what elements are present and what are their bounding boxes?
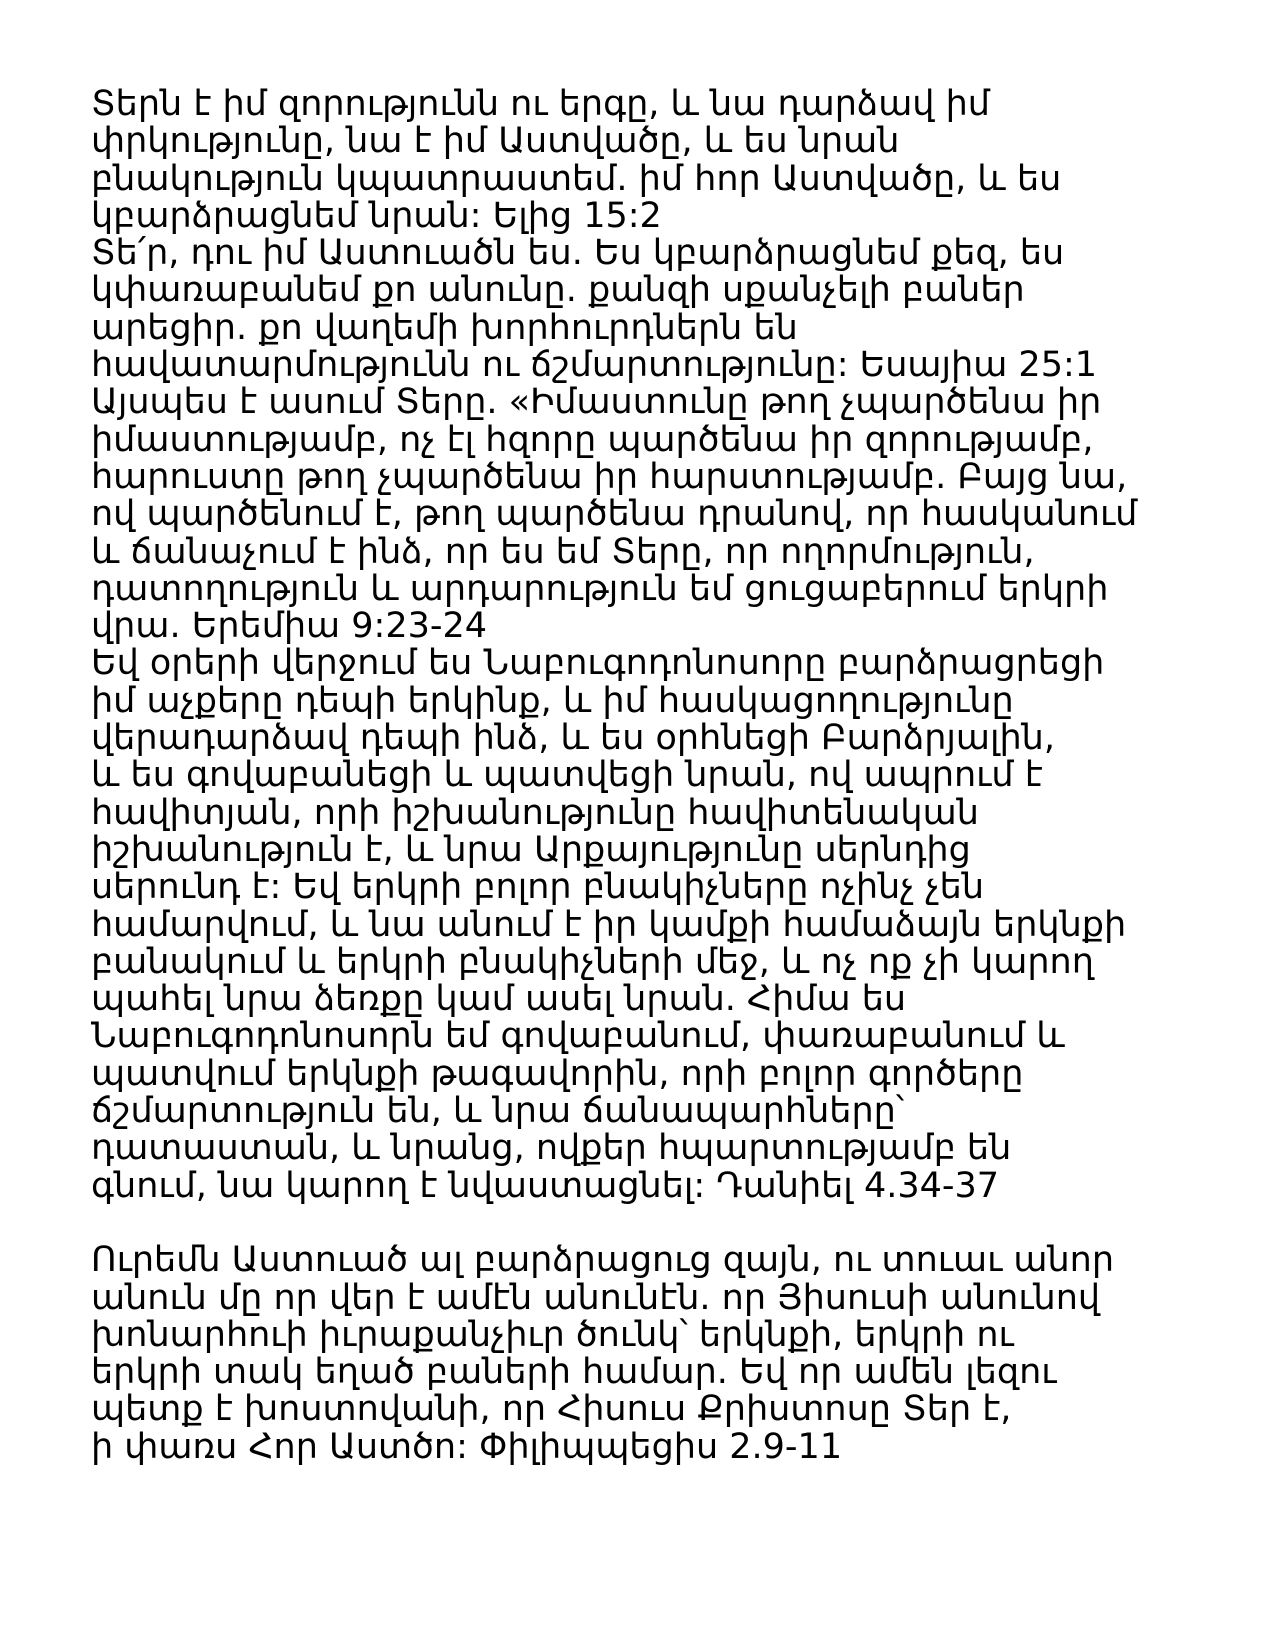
text-line: Տերն է իմ զորությունն ու երգը, և նա դարձավ իմ <box>91 84 990 124</box>
text-line: կփառաբանեմ քո անունը. քանզի սքանչելի բաներ <box>91 270 1025 311</box>
text-line: պետք է խոստովանի, որ Հիսուս Քրիստոսը Տեր է, <box>91 1389 1012 1430</box>
text-line: հավատարմությունն ու ճշմարտությունը: Եսայիա 25:1 <box>91 345 1098 386</box>
text-line: ճշմարտություն են, և նրա ճանապարհները՝ <box>91 1091 905 1132</box>
text-line: և ճանաչում է ինձ, որ ես եմ Տերը, որ ողորմություն, <box>91 531 1035 572</box>
text-line: հավիտյան, որի իշխանությունը հավիտենական <box>91 792 979 833</box>
text-line: արեցիր. քո վաղեմի խորհուրդներն են <box>91 307 798 348</box>
text-line: իմ աչքերը դեպի երկինք, և իմ հասկացողությունը <box>91 680 1014 721</box>
text-line: հարուստը թող չպարծենա իր հարստությամբ. Բայց նա, <box>91 456 1128 497</box>
text-line: բնակություն կպատրաստեմ. իմ հոր Աստվածը, և ես <box>91 158 1062 199</box>
text-line: իշխանություն է, և նրա Արքայությունը սերնդից <box>91 829 971 870</box>
text-line: պատվում երկնքի թագավորին, որի բոլոր գործերը <box>91 1053 1024 1094</box>
text-line: Ուրեմն Աստուած ալ բարձրացուց զայն, ու տուաւ անոր <box>91 1240 1115 1281</box>
text-line: բանակում և երկրի բնակիչների մեջ, և ոչ ոք չի կարող <box>91 941 1094 982</box>
text-line: գնում, նա կարող է նվաստացնել: Դանիել 4.34-37 <box>91 1165 1000 1206</box>
text-line: ով պարծենում է, թող պարծենա դրանով, որ հասկանում <box>91 494 1138 535</box>
text-line: փրկությունը, նա է իմ Աստվածը, և ես նրան <box>91 121 900 162</box>
scripture-text-page <box>91 86 1221 1466</box>
text-line: սերունդ է: Եվ երկրի բոլոր բնակիչները ոչինչ չեն <box>91 867 985 908</box>
text-line: Նաբուգոդոնոսորն եմ գովաբանում, փառաբանում և <box>91 1016 1065 1057</box>
text-line: կբարձրացնեմ նրան: Ելից 15:2 <box>91 195 662 236</box>
text-line: Այսպես է ասում Տերը. «Իմաստունը թող չպարծենա իր <box>91 382 1102 423</box>
text-line: դատողություն և արդարություն եմ ցուցաբերում երկրի <box>91 568 1109 609</box>
text-line: պահել նրա ձեռքը կամ ասել նրան. Հիմա ես <box>91 979 907 1020</box>
text-line: իմաստությամբ, ոչ էլ հզորը պարծենա իր զորությամբ, <box>91 419 1094 460</box>
text-line: ի փառս Հոր Աստծո: Փիլիպպեցիս 2.9-11 <box>91 1426 843 1467</box>
text-line: խոնարհուի իւրաքանչիւր ծունկ՝ երկնքի, երկրի ու <box>91 1314 1014 1355</box>
text-line: անուն մը որ վեր է ամէն անունէն. որ Յիսուսի անունով <box>91 1277 1101 1318</box>
paragraph-break <box>91 1205 1221 1242</box>
text-line: Տե՛ր, դու իմ Աստուածն ես. Ես կբարձրացնեմ քեզ, ես <box>91 233 1065 274</box>
text-line: վերադարձավ դեպի ինձ, և ես օրհնեցի Բարձրյալին, <box>91 718 1055 759</box>
text-line: Եվ օրերի վերջում ես Նաբուգոդոնոսորը բարձրացրեցի <box>91 643 1105 684</box>
text-line: համարվում, և նա անում է իր կամքի համաձայն երկնքի <box>91 904 1127 945</box>
text-line: և ես գովաբանեցի և պատվեցի նրան, ով ապրում է <box>91 755 1043 796</box>
text-line: վրա. Երեմիա 9:23-24 <box>91 606 488 647</box>
text-line: երկրի տակ եղած բաների համար. Եվ որ ամեն լեզու <box>91 1352 1057 1393</box>
text-line: դատաստան, և նրանց, ովքեր հպարտությամբ են <box>91 1128 1012 1169</box>
